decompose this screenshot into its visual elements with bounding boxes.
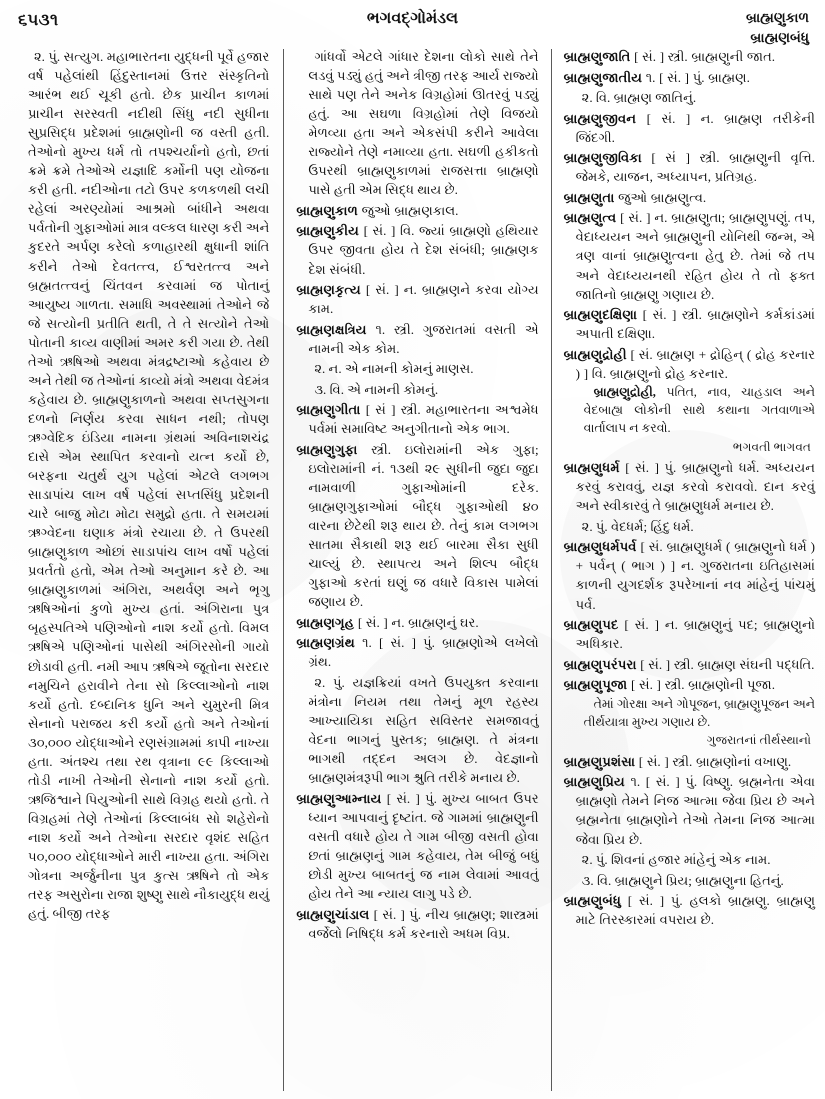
dictionary-entry: [564, 109, 815, 147]
entry-definition: ૧. [ સં. ] પું. બ્રાહ્મણ.: [642, 69, 750, 85]
entry-sense: ગાંધર્વો એટલે ગાંધાર દેશના લોકો સાથે તેને લડવું પડ્યું હતું અને ત્રીજી તરફ આર્ય રાજ્યો સાથે પણ તેને અનેક વિગ્રહોમાં ઊતરવું પડ્યું હતું. આ સઘળા વિગ્રહોમાં તેણે વિજયો મેળવ્યા હતા અને એકસંપી કરીને આવેલા રાજ્યોને તેણે નમાવ્યા હતા. સઘળી હકીકતો ઉપરથી બ્રાહ્મણુકાળમાં રાજસત્તા બ્રાહ્મણો પાસે હતી એમ સિદ્ધ થાય છે.: [308, 49, 539, 198]
dictionary-entry: [564, 772, 815, 848]
entry-definition: [ સં. ] ન. બ્રાહ્મણ તરીકેની જિંદગી.: [575, 110, 815, 145]
entry-headword: બ્રાહ્મણુજીવિકા: [563, 150, 642, 166]
entry-sense: ૨. ન. એ નામની કોમનું માણસ.: [314, 361, 474, 377]
entry-quotation: [564, 696, 815, 732]
dictionary-entry: [564, 675, 815, 694]
dictionary-entry: [296, 440, 538, 611]
entry-definition: જુઓ બ્રાહ્મણકાલ.: [357, 202, 459, 218]
entry-definition: [ સં. બ્રાહ્મણ + દ્રોહિન્ ( દ્રોહ કરનાર ) ] વિ. બ્રાહ્મણુનો દ્રોહ કરનાર.: [575, 346, 815, 381]
dictionary-entry: [564, 891, 815, 929]
entry-headword: બ્રાહ્મણકૃત્ય: [296, 282, 361, 298]
entry-definition: [ સં ] સ્ત્રી. બ્રાહ્મણુની વૃત્તિ. જેમકે, યાજન, અધ્યાપન, પ્રતિગ્રહ.: [575, 150, 815, 185]
column-3: [552, 47, 825, 1097]
dictionary-entry: [296, 221, 538, 278]
dictionary-entry: [296, 280, 538, 318]
entry-headword: બ્રાહ્મણુગીતા: [296, 402, 361, 418]
dictionary-entry: [564, 615, 815, 653]
entry-headword: બ્રાહ્મણુધર્મ: [563, 460, 620, 476]
entry-sense: ૨. પું. વેદધર્મ; હિંદુ ધર્મ.: [581, 518, 694, 534]
entry-headword: બ્રાહ્મણુગુફા: [296, 441, 358, 457]
book-title: ભગવદ્ગોમંડલ: [366, 10, 459, 27]
entry-definition: સ્ત્રી. ઇલોરામાંની એક ગુફા; ઇલોરામાંની નં. ૧૩થી ૨૯ સુધીની જુદા જુદા નામવાળી ગુફાઓમાંની દરેક. બ્રાહ્મણગુફાઓમાં બૌદ્ધ ગુફાઓથી ૪૦ વારના છેટેથી શરૂ થાય છે. તેનું કામ લગભગ સાતમા સૈકાથી શરૂ થઈ બારમા સૈકા સુધી ચાલ્યું છે. સ્થાપત્ય અને શિલ્પ બૌદ્ધ ગુફાઓ કરતાં ઘણું જ વધારે વિકાસ પામેલાં જણાય છે.: [308, 441, 539, 610]
entry-headword: બ્રાહ્મણુકાળ: [296, 202, 358, 218]
entry-headword: બ્રાહ્મણુપદ: [563, 617, 619, 633]
quotation-text: તેમાં ગોરક્ષા અને ગોપૂજન, બ્રાહ્મણુપૂજન અને તીર્થયાત્રા મુખ્ય ગણાય છે.: [583, 696, 815, 729]
dictionary-entry: [296, 633, 538, 671]
entry-sense: ૩. વિ. બ્રાહ્મણુને પ્રિય; બ્રાહ્મણુના હિતનું.: [581, 872, 784, 888]
dictionary-entry: [564, 537, 815, 613]
page-columns: [0, 47, 825, 1097]
entry-definition: [ સં ] સ્ત્રી. મહાભારતના અશ્વમેધ પર્વમાં સમાવિષ્ટ અનુગીતાનો એક ભાગ.: [308, 402, 539, 437]
quotation-text: પતિત, નાવ, ચાહડાલ અને વેદબાહ્ય લોકોની સાથે કથાના ગતવાળાએ વાર્તાલાપ ન કરવો.: [583, 385, 815, 436]
column-1: [0, 47, 283, 1097]
entry-definition: [ સં. ] ન. બ્રાહ્મણનું ઘર.: [354, 614, 479, 630]
quotation-source: ગુજરાતનાં તીર્થસ્થાનો: [706, 733, 811, 748]
dictionary-entry: [564, 655, 815, 674]
page-header: [0, 0, 825, 46]
dictionary-entry: [564, 305, 815, 343]
entry-sense: ૨. પું. શિવનાં હજાર માંહેનું એક નામ.: [581, 852, 771, 868]
entry-definition: [ સં. ] પું. બ્રાહ્મણુનો ધર્મ. અધ્યયન કરવું કરાવવું, યજ્ઞ કરવો કરાવવો. દાન કરવું અને સ્વીકારવું તે બ્રાહ્મણુધર્મ મનાય છે.: [575, 460, 815, 514]
dictionary-entry: [564, 345, 815, 383]
entry-definition: [ સં. ] ન. બ્રાહ્મણુનું પદ; બ્રાહ્મણુનો અધિકાર.: [575, 617, 815, 652]
entry-headword: બ્રાહ્મણુતા: [563, 189, 615, 205]
entry-definition: ૧. સ્ત્રી. ગુજરાતમાં વસતી એ નામની એક કોમ.: [308, 321, 539, 356]
entry-quotation: [564, 384, 815, 438]
column-2: [284, 47, 550, 1097]
entry-definition: [ સં. ] સ્ત્રી. બ્રાહ્મણોની પૂજા.: [627, 677, 776, 693]
entry-sense: ૨. પું. સત્યુગ. મહાભારતના યુદ્ધની પૂર્વે હજાર વર્ષ પહેલાંથી હિંદુસ્તાનમાં ઉત્તર સંસ્કૃતિનો આરંભ થઈ ચૂકી હતો. છેક પ્રાચીન કાળમાં પ્રાચીન સરસ્વતી નદીથી સિંધુ નદી સુધીના સુપ્રસિદ્ધ પ્રદેશમાં બ્રાહ્મણોની જ વસ્તી હતી. તેઓનો મુખ્ય ધર્મ તો તપશ્ચર્યાનો હતો, છતાં ક્રમે ક્રમે તેઓએ યજ્ઞાદિ કર્મોની પણ યોજના કરી હતી. નદીઓના તટો ઉપર કળકળથી લચી રહેલાં અરણ્યોમાં આશ્રમો બાંધીને અથવા પર્વતોની ગુફાઓમાં માત્ર વલ્કલ ધારણ કરી અને કુદરતે અર્પણ કરેલો કળાહારથી ક્ષુધાની શાંતિ કરીને તેઓ દેવતત્ત્વ, ઈશ્વરતત્ત્વ અને બ્રહ્મતત્ત્વનું ચિંતવન કરવામાં જ પોતાનું આયુષ્ય ગાળતા. સમાધિ અવસ્થામાં તેઓને જે જે સત્યોની પ્રતીતિ થતી, તે તે સત્યોને તેઓ પોતાની કાવ્ય વાણીમાં અમર કરી ગયા છે. તેથી તેઓ ઋષિઓ અથવા મંત્રદ્રષ્ટાઓ કહેવાય છે અને તેથી જ તેઓનાં કાવ્યો મંત્રો અથવા વેદમંત્ર કહેવાય છે. બ્રાહ્મણુકાળનો અથવા સપ્તસુગના દળનો નિર્ણય કરવા સાધન નથી; તોપણ ઋગ્વેદિક ઇંડિયા નામના ગ્રંથમાં અવિનાશચંદ્ર દાસે એમ સ્થાપિત કરવાનો યત્ન કર્યો છે, બરફના ચતુર્થ યુગ પહેલાં એટલે લગભગ સાડાપાંચ લાખ વર્ષ પહેલાં સપ્તસિંધુ પ્રદેશની ચારે બાજુ મોટા મોટા સમુદ્રો હતા. તે સમયમાં ઋગ્વેદના ઘણાક મંત્રો રચાયા છે. તે ઉપરથી બ્રાહ્મણુકાળ ઓછાં સાડાપાંચ લાખ વર્ષો પહેલાં પ્રવર્તતો હતો, એમ તેઓ અનુમાન કરે છે. આ બ્રાહ્મણુકાળમાં અંગિરા, અથર્વણ અને ભૃગુ ઋષિઓનાં કુળો મુખ્ય હતાં. અંગિરાના પુત્ર બૃહસ્પતિએ પણિઓનો નાશ કર્યો હતો. વિમલ ઋષિએ પણિઓનાં પાસેથી અંગિરસોની ગાયો છોડાવી હતી. નમી આપ ઋષિએ જૂતોના સરદાર નમુચિને હરાવીને તેના સો કિલ્લાઓનો નાશ કર્યો હતો. દબ્દાનિક ધુનિ અને ચુમુરની મિત્ર સેનાનો પરાજય કરી કર્યો હતો અને તેઓનાં ૩૦,૦૦૦ યોદ્ધાઓને રણસંગ્રામમાં કાપી નાખ્યા હતા. અંતશ્ચ તથા રથ વૃત્રાના ૯૯ કિલ્લાઓ તોડી નાખી તેઓની સેનાનો નાશ કર્યો હતો. ઋજિશ્વાને પિયુઓની સાથે વિગ્રહ થયો હતો. તે વિગ્રહમાં તેણે તેઓનાં કિલ્લાબંધ સો શહેરોનો નાશ કર્યો અને તેઓના સરદાર વૃશંદ સહિત ૫૦,૦૦૦ યોદ્ધાઓને મારી નાખ્યા હતા. અંગિરા ગોત્રના અર્જુનીના પુત્ર કુત્સ ઋષિને તો એક તરફ અસુરોના રાજા શુષ્ણુ સાથે નૌકાયુદ્ધ થયું હતું. બીજી તરફ: [28, 49, 270, 922]
entry-headword: બ્રાહ્મણુદ્રોહી: [563, 346, 627, 362]
guide-word-first: બ્રાહ્મણુકાળ: [746, 10, 809, 25]
entry-definition: [ સં. ] વિ. જ્યાં બ્રાહ્મણો હથિયાર ઉપર જીવતા હોય તે દેશ સંબંધી; બ્રાહ્મણક દેશ સંબંધી.: [308, 223, 539, 277]
entry-definition: [ સં. ] પું. હલકો બ્રાહ્મણુ. બ્રાહ્મણુ માટે તિરસ્કારમાં વપરાય છે.: [575, 893, 815, 928]
guide-word-last: બ્રાહ્મણબંધુ: [750, 29, 809, 45]
entry-definition: [ સં. ] સ્ત્રી. બ્રાહ્મણ સંઘની પદ્ધતિ.: [636, 656, 815, 672]
dictionary-entry: [564, 47, 815, 66]
dictionary-entry: [564, 68, 815, 87]
dictionary-entry: [564, 148, 815, 186]
dictionary-entry: [296, 789, 538, 903]
entry-sense: ૨. વિ. બ્રાહ્મણ જાતિનું.: [581, 90, 697, 106]
entry-definition: [ સં. ] ન. બ્રાહ્મણુતા; બ્રાહ્મણુપણું. તપ, વેદાધ્યયન અને બ્રાહ્મણુની યોનિથી જન્મ, એ ત્રણ વાનાં બ્રાહ્મણુત્વના હેતુ છે. તેમાં જે તપ અને વેદાધ્યયનથી રહિત હોય તે તો ફક્ત જાતિનો બ્રાહ્મણુ ગણાય છે.: [575, 210, 815, 302]
entry-headword: બ્રાહ્મણુપ્રશંસા: [563, 753, 636, 769]
entry-headword: બ્રાહ્મણુધર્મપર્વ: [563, 539, 637, 555]
dictionary-entry: [296, 613, 538, 632]
entry-headword: બ્રાહ્મણુત્વ: [563, 210, 617, 226]
guide-words: [619, 8, 809, 47]
entry-headword: બ્રાહ્મણુજાતીય: [563, 69, 643, 85]
quotation-source: ભગવતી ભાગવત: [732, 439, 811, 454]
page-number: ૬૫૩૧: [18, 10, 59, 29]
dictionary-entry: [296, 320, 538, 358]
entry-definition: જુઓ બ્રાહ્મણુત્વ.: [614, 189, 707, 205]
entry-headword: બ્રાહ્મણુદક્ષિણા: [563, 307, 638, 323]
entry-sense: ૩. વિ. એ નામની કોમનું.: [314, 381, 439, 397]
entry-definition: [ સં. ] સ્ત્રી. બ્રાહ્મણોનાં વખાણુ.: [635, 753, 792, 769]
dictionary-entry: [564, 188, 815, 207]
dictionary-entry: [296, 905, 538, 943]
dictionary-entry: [564, 752, 815, 771]
entry-headword: બ્રાહ્મણુપરંપરા: [563, 656, 637, 672]
entry-headword: બ્રાહ્મણગૃહ: [296, 614, 355, 630]
entry-headword: બ્રાહ્મણુઆમ્નાય: [296, 790, 382, 806]
quotation-headword: બ્રાહ્મણુદ્રોહી,: [593, 385, 656, 400]
entry-headword: બ્રાહ્મણુજીવન: [563, 110, 637, 126]
entry-definition: ૧. [ સં. ] પું. વિષ્ણુ. બ્રહ્મનેતા એવા બ્રાહ્મણો તેમને નિજ આત્મા જેવા પ્રિય છે અને બ્રહ્મનેતા બ્રાહ્મણોને તેઓ તેમના નિજ આત્મા જેવા પ્રિય છે.: [575, 774, 815, 847]
entry-definition: [ સં. ] પું. નીચ બ્રાહ્મણ; શાસ્ત્રમાં વર્જેલો નિષિદ્ધ કર્મ કરનારો અધમ વિપ્ર.: [308, 906, 539, 941]
entry-definition: [ સં. ] ન. બ્રાહ્મણને કરવા યોગ્ય કામ.: [308, 282, 539, 317]
dictionary-entry: [296, 400, 538, 438]
entry-definition: [ સં. ] પું. મુખ્ય બાબત ઉપર ધ્યાન આપવાનું દૃષ્ટાંત. જે ગામમાં બ્રાહ્મણુની વસતી વધારે હોય તે ગામ બીજી વસતી હોવા છતાં બ્રાહ્મણનું ગામ કહેવાય, તેમ બીજું બધું છોડી મુખ્ય બાબતનું જ નામ લેવામાં આવતું હોય તેને આ ન્યાય લાગુ પડે છે.: [308, 790, 539, 902]
entry-definition: [ સં. ] સ્ત્રી. બ્રાહ્મણુની જાત.: [630, 49, 776, 64]
entry-headword: બ્રાહ્મણુપ્રિય: [563, 774, 625, 790]
dictionary-entry: [564, 208, 815, 303]
entry-definition: [ સં. ] સ્ત્રી. બ્રાહ્મણોને કર્મકાંડમાં અપાતી દક્ષિણા.: [575, 307, 815, 342]
entry-sense: ૨. પું. યજ્ઞક્રિયાં વખતે ઉપયુક્ત કરવાના મંત્રોના નિયમ તથા તેમનું મૂળ રહસ્ય આખ્યાયિકા સહિત સવિસ્તર સમજાવતું વેદના ભાગનું પુસ્તક; બ્રાહ્મણ. તે મંત્રના ભાગથી તદ્દન અલગ છે. વેદજ્ઞાનો બ્રાહ્મણમંત્રરૂપી ભાગ શ્રુતિ તરીકે મનાય છે.: [308, 675, 539, 786]
entry-headword: બ્રાહ્મણગ્રંથ: [296, 635, 355, 651]
entry-headword: બ્રાહ્મણુપૂજા: [563, 677, 628, 693]
entry-headword: બ્રાહ્મણુજાતિ: [563, 49, 631, 64]
dictionary-entry: [296, 201, 538, 220]
entry-headword: બ્રાહ્મણુકીય: [296, 223, 359, 239]
entry-headword: બ્રાહ્મણુચાંડાલ: [296, 906, 370, 922]
entry-headword: બ્રાહ્મણુબંધુ: [563, 893, 621, 909]
entry-definition: [ સં. બ્રાહ્મણુધર્મ ( બ્રાહ્મણુનો ધર્મ ) + પર્વન્ ( ભાગ ) ] ન. ગુજરાતના ઇતિહાસમાં કાળની યુગદર્શક રૂપરેખાનાં નવ માંહેનું પાંચમું પર્વ.: [575, 539, 815, 612]
entry-headword: બ્રાહ્મણક્ષત્રિય: [296, 321, 367, 337]
entry-definition: ૧. [ સં. ] પું. બ્રાહ્મણોએ લખેલો ગ્રંથ.: [308, 635, 539, 670]
dictionary-entry: [564, 458, 815, 515]
